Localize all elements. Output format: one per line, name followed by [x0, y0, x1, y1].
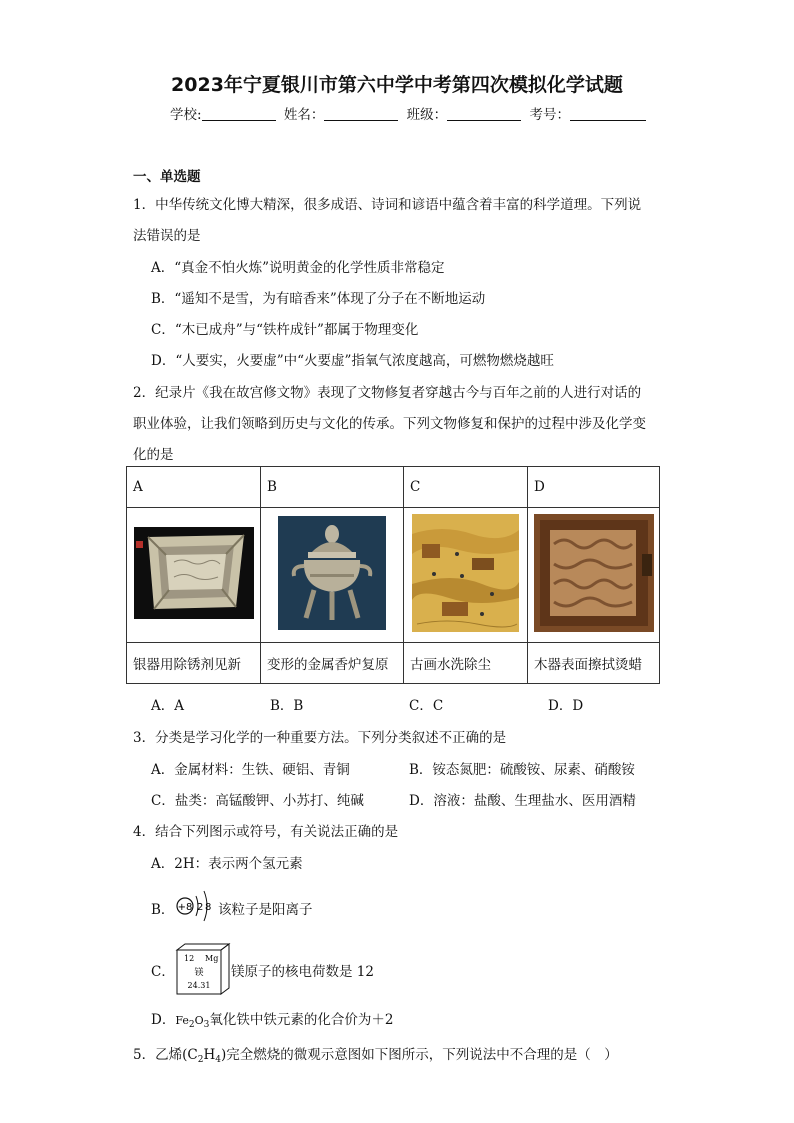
q3-option-d[interactable]: D．溶液：盐酸、生理盐水、医用酒精	[409, 793, 636, 809]
formula-o: O	[194, 1014, 204, 1027]
q4-stem: 4．结合下列图示或符号，有关说法正确的是	[133, 824, 399, 840]
silver-box-image	[134, 527, 254, 619]
q2-choice-c[interactable]: C．C	[409, 698, 444, 714]
q1-stem-line1: 1．中华传统文化博大精深，很多成语、诗词和谚语中蕴含着丰富的科学道理。下列说	[133, 197, 642, 213]
q2-image-c-cell	[404, 508, 528, 643]
q4-option-c-text: 镁原子的核电荷数是 12	[231, 964, 374, 980]
q2-choice-a[interactable]: A．A	[151, 698, 184, 714]
q5-stem-post: )完全燃烧的微观示意图如下图所示，下列说法中不合理的是（ ）	[220, 1047, 618, 1063]
q2-image-a-cell	[127, 508, 261, 643]
q2-choice-d[interactable]: D．D	[548, 698, 584, 714]
page-title: 2023年宁夏银川市第六中学中考第四次模拟化学试题	[171, 74, 623, 96]
q4-option-b-label: B．	[151, 902, 175, 918]
q2-stem-line3: 化的是	[133, 447, 174, 463]
exam-no-blank[interactable]	[570, 107, 646, 121]
q1-option-a[interactable]: A．“真金不怕火炼”说明黄金的化学性质非常稳定	[151, 260, 445, 276]
shell-2-electrons: 8	[205, 902, 212, 913]
nucleus-charge: +8	[177, 902, 193, 913]
q1-stem-line2: 法错误的是	[133, 228, 201, 244]
atomic-mass: 24.31	[187, 981, 211, 990]
q4-option-d[interactable]	[151, 1008, 393, 1030]
element-name: 镁	[194, 968, 204, 978]
fe2o3-formula	[175, 1014, 210, 1030]
q1-option-c[interactable]: C．“木已成舟”与“铁杵成针”都属于物理变化	[151, 322, 419, 338]
q4-option-c-label: C．	[151, 964, 175, 980]
q2-image-d-cell	[528, 508, 660, 643]
q1-option-b[interactable]: B．“遥知不是雪，为有暗香来”体现了分子在不断地运动	[151, 291, 486, 307]
q2-stem-line1: 2．纪录片《我在故宫修文物》表现了文物修复者穿越古今与百年之前的人进行对话的	[133, 385, 642, 401]
name-blank[interactable]	[324, 107, 398, 121]
q2-image-b-cell	[261, 508, 404, 643]
q2-header-a: A	[127, 467, 261, 508]
shell-1-electrons: 2	[197, 902, 204, 913]
q2-caption-a: 银器用除锈剂见新	[127, 643, 261, 684]
exam-no-label: 考号：	[529, 107, 570, 123]
formula-fe: Fe	[175, 1014, 189, 1027]
q2-caption-c: 古画水洗除尘	[404, 643, 528, 684]
school-blank[interactable]	[202, 107, 276, 121]
q4-option-d-label: D．	[151, 1012, 176, 1028]
q2-table	[126, 466, 660, 684]
wooden-panel-image	[534, 514, 654, 632]
class-label: 班级：	[406, 107, 448, 123]
name-label: 姓名：	[283, 107, 325, 123]
q5-stem	[133, 1043, 618, 1065]
ethylene-c-sub: 2	[197, 1055, 204, 1065]
q3-option-b[interactable]: B．铵态氮肥：硫酸铵、尿素、硝酸铵	[409, 762, 635, 778]
element-symbol: Mg	[205, 954, 219, 963]
q2-stem-line2: 职业体验，让我们领略到历史与文化的传承。下列文物修复和保护的过程中涉及化学变	[133, 416, 646, 432]
ethylene-h: H	[203, 1047, 216, 1063]
q2-header-d: D	[528, 467, 660, 508]
censer-image	[278, 516, 386, 630]
q2-caption-b: 变形的金属香炉复原	[261, 643, 404, 684]
q2-header-b: B	[261, 467, 404, 508]
ancient-painting-image	[412, 514, 519, 632]
q3-stem: 3．分类是学习化学的一种重要方法。下列分类叙述不正确的是	[133, 730, 507, 746]
formula-fe-sub: 2	[188, 1020, 195, 1030]
formula-o-sub: 3	[203, 1020, 210, 1030]
section-heading: 一、单选题	[133, 169, 201, 185]
q1-option-d[interactable]: D．“人要实，火要虚”中“火要虚”指氧气浓度越高，可燃物燃烧越旺	[151, 353, 554, 369]
atom-structure-diagram	[175, 882, 215, 926]
ethylene-h-sub: 4	[215, 1055, 221, 1065]
q3-option-c[interactable]: C．盐类：高锰酸钾、小苏打、纯碱	[151, 793, 364, 809]
ethylene-c: C	[187, 1047, 198, 1063]
q4-option-d-text: 氧化铁中铁元素的化合价为＋2	[209, 1012, 394, 1028]
periodic-cell-magnesium	[175, 942, 231, 996]
atomic-number: 12	[184, 954, 195, 963]
q5-stem-pre: 5．乙烯(	[133, 1047, 188, 1063]
class-blank[interactable]	[447, 107, 521, 121]
q4-option-a[interactable]: A．2H：表示两个氢元素	[151, 856, 303, 872]
student-info	[170, 103, 650, 123]
q2-caption-d: 木器表面擦拭烫蜡	[528, 643, 660, 684]
school-label: 学校:	[170, 107, 202, 123]
q2-header-c: C	[404, 467, 528, 508]
q2-choice-b[interactable]: B．B	[270, 698, 304, 714]
q4-option-b-text: 该粒子是阳离子	[218, 902, 313, 918]
q3-option-a[interactable]: A．金属材料：生铁、硬铝、青铜	[151, 762, 350, 778]
